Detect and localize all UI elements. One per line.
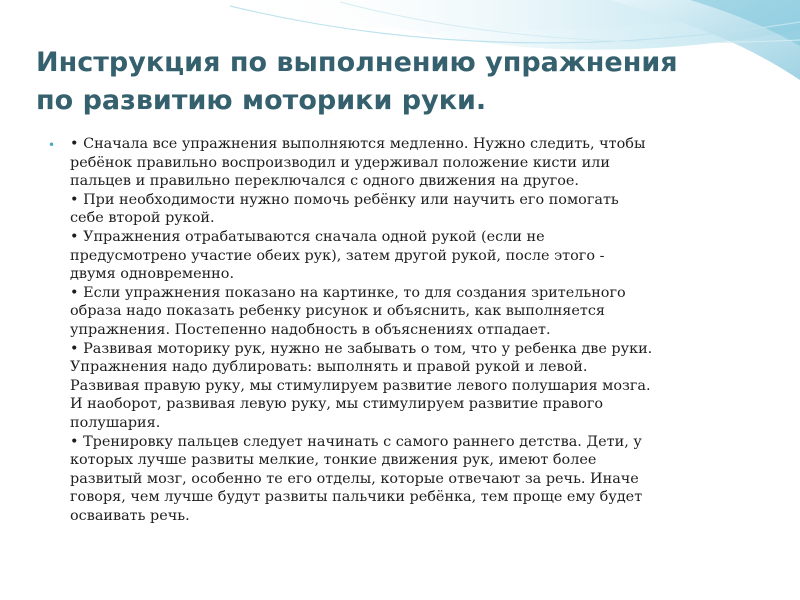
body-line: • Развивая моторику рук, нужно не забывать о том, что у ребенка две руки. xyxy=(70,340,653,357)
body-line: образа надо показать ребенку рисунок и объяснить, как выполняется xyxy=(70,303,606,320)
body-line: себе второй рукой. xyxy=(70,210,215,227)
body-line: которых лучше развиты мелкие, тонкие движения рук, имеют более xyxy=(70,452,597,469)
body-line: • Упражнения отрабатываются сначала одной рукой (если не xyxy=(70,228,545,245)
body-line: говоря, чем лучше будут развиты пальчики ребёнка, тем проще ему будет xyxy=(70,489,643,506)
body-line: • Если упражнения показано на картинке, то для создания зрительного xyxy=(70,284,626,301)
slide-title xyxy=(36,44,776,120)
body-line: ребёнок правильно воспроизводил и удерживал положение кисти или xyxy=(70,154,610,171)
body-line: Развивая правую руку, мы стимулируем развитие левого полушария мозга. xyxy=(70,377,651,394)
body-line: полушария. xyxy=(70,414,161,431)
body-line: упражнения. Постепенно надобность в объяснениях отпадает. xyxy=(70,321,551,338)
body-line: пальцев и правильно переключался с одного движения на другое. xyxy=(70,173,580,190)
body-paragraph xyxy=(48,135,760,525)
body-line: двумя одновременно. xyxy=(70,266,235,283)
body-line: Упражнения надо дублировать: выполнять и правой рукой и левой. xyxy=(70,359,588,376)
slide-body xyxy=(48,135,760,525)
body-line: осваивать речь. xyxy=(70,507,190,524)
body-line: • Сначала все упражнения выполняются медленно. Нужно следить, чтобы xyxy=(70,136,646,152)
bullet-dot-icon: • xyxy=(48,138,56,152)
title-line: по развитию моторики руки. xyxy=(36,85,487,116)
body-line: предусмотрено участие обеих рук), затем другой рукой, после этого - xyxy=(70,247,605,264)
title-line: Инструкция по выполнению упражнения xyxy=(36,47,678,78)
body-line: • При необходимости нужно помочь ребёнку или научить его помогать xyxy=(70,191,619,208)
body-line: И наоборот, развивая левую руку, мы стимулируем развитие правого xyxy=(70,396,604,413)
body-line: • Тренировку пальцев следует начинать с самого раннего детства. Дети, у xyxy=(70,433,642,450)
body-line: развитый мозг, особенно те его отделы, которые отвечают за речь. Иначе xyxy=(70,470,639,487)
